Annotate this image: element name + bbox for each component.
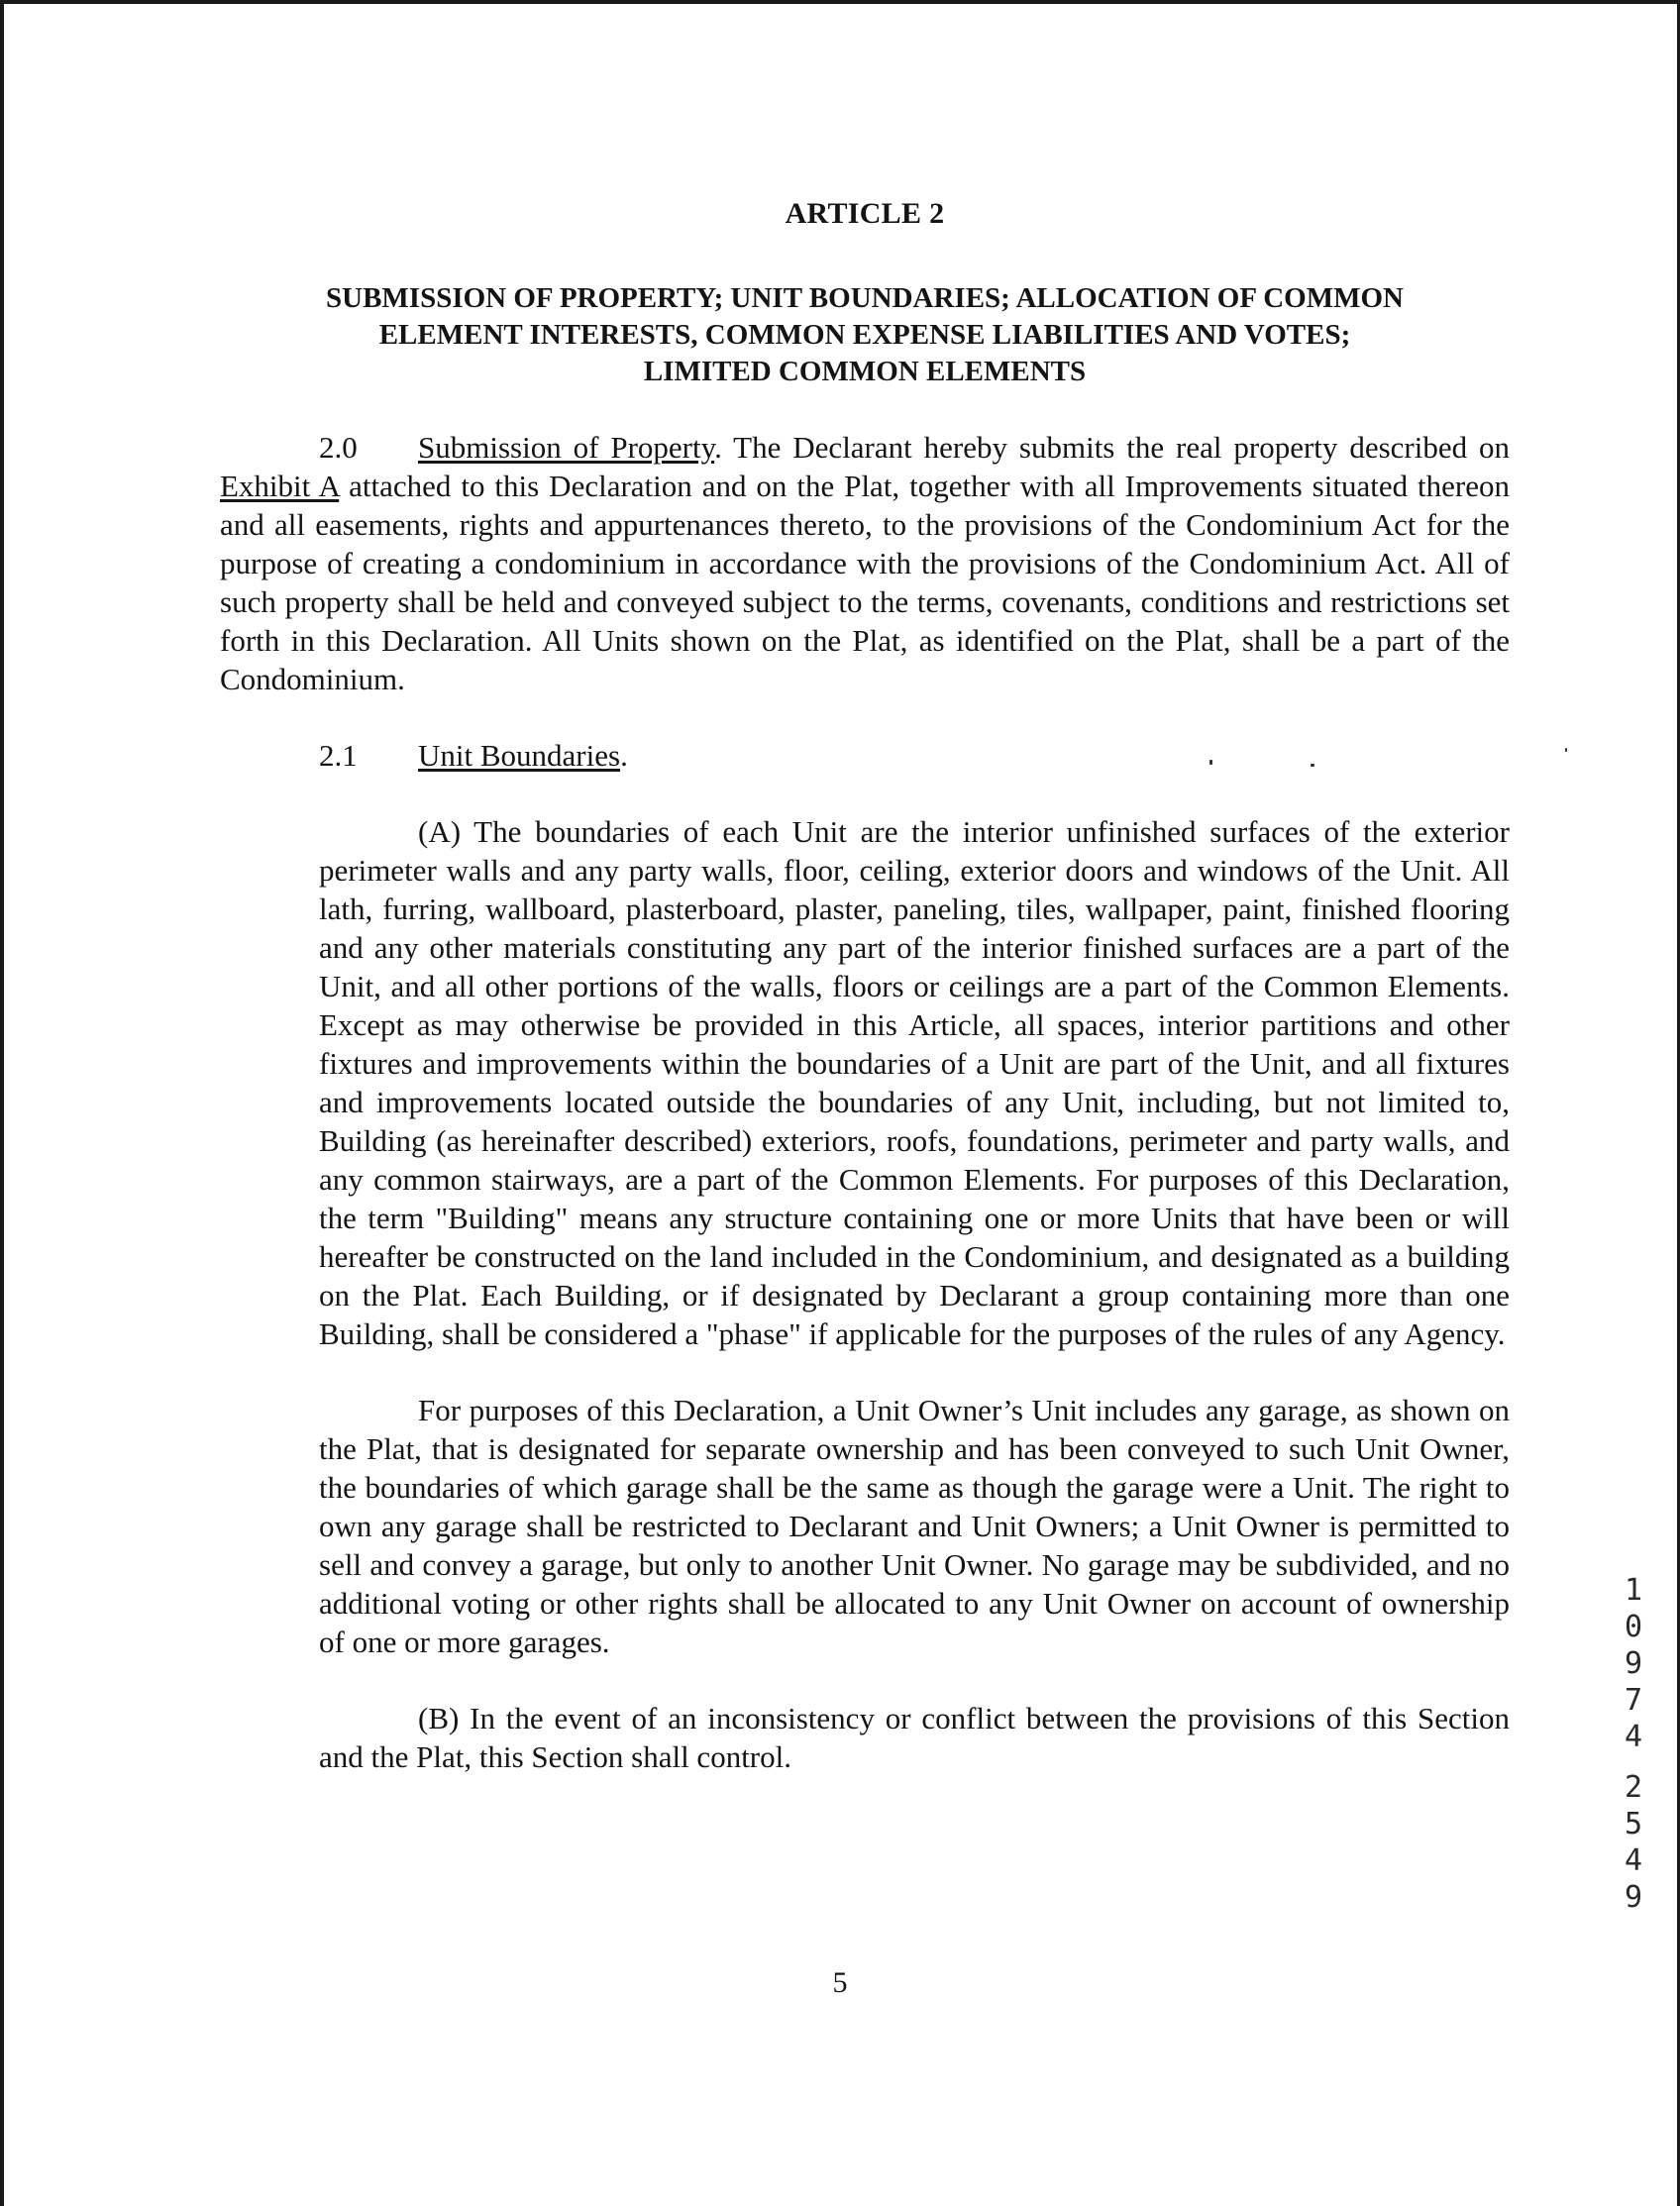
scan-speck bbox=[1565, 748, 1567, 752]
exhibit-a-reference: Exhibit A bbox=[220, 469, 340, 503]
section-2-0-text-a: . The Declarant hereby submits the real property described on bbox=[714, 430, 1511, 465]
section-2-1-para-a: (A) The boundaries of each Unit are the interior unfinished surfaces of the exterior perimeter walls and any party walls, floor, ceiling, exterior doors and windows of the Unit. All lath, furring, wallboard, plasterboard, plaster, paneling, tiles, wallpaper, paint, finished flooring and any other materials constituting any part of the interior finished surfaces are a part of the Unit, and all other portions of the walls, floors or ceilings are a part of the Common Elements. Except as may otherwise be provided in this Article, all spaces, interior partitions and other fixtures and improvements within the boundaries of a Unit are part of the Unit, and all fixtures and improvements located outside the boundaries of any Unit, including, but not limited to, Building (as hereinafter described) exteriors, roofs, foundations, perimeter and party walls, and any common stairways, are a part of the Common Elements. For purposes of this Declaration, the term "Building" means any structure containing one or more Units that have been or will hereafter be constructed on the land included in the Condominium, and designated as a building on the Plat. Each Building, or if designated by Declarant a group containing more than one Building, shall be considered a "phase" if applicable for the purposes of the rules of any Agency. bbox=[319, 814, 1510, 1351]
stamp-digit: 4 bbox=[1624, 1843, 1643, 1878]
article-title: ARTICLE 2 bbox=[785, 197, 945, 230]
section-2-0-text-b: attached to this Declaration and on the Plat, together with all Improvements situated thereon and all easements, rights and appurtenances thereto, to the provisions of the Condominium Act for the purpose of creating a condominium in accordance with the provisions of the Condominium Act. All of such property shall be held and conveyed subject to the terms, covenants, conditions and restrictions set forth in this Declaration. All Units shown on the Plat, as identified on the Plat, shall be a part of the Condominium. bbox=[220, 469, 1510, 696]
stamp-digit: 5 bbox=[1624, 1807, 1643, 1841]
section-2-1-heading: Unit Boundaries bbox=[418, 738, 621, 773]
article-subtitle-line: ELEMENT INTERESTS, COMMON EXPENSE LIABILITIES AND VOTES; bbox=[378, 319, 1351, 351]
stamp-digit: 0 bbox=[1624, 1610, 1643, 1644]
article-subtitle-line: SUBMISSION OF PROPERTY; UNIT BOUNDARIES; ALLOCATION OF COMMON bbox=[326, 282, 1404, 314]
scan-border-left bbox=[0, 0, 4, 2206]
document-page bbox=[220, 188, 1510, 1814]
stamp-digit: 2 bbox=[1624, 1770, 1643, 1805]
article-subtitle bbox=[220, 280, 1510, 390]
section-2-1-para-b: (B) In the event of an inconsistency or conflict between the provisions of this Section and the Plat, this Section shall control. bbox=[319, 1701, 1510, 1774]
stamp-digit: 1 bbox=[1624, 1573, 1643, 1608]
stamp-digit: 9 bbox=[1624, 1646, 1643, 1681]
section-2-1-para-garage: For purposes of this Declaration, a Unit Owner’s Unit includes any garage, as shown on the Plat, that is designated for separate ownership and has been conveyed to such Unit Owner, the boundaries of which garage shall be the same as though the garage were a Unit. The right to own any garage shall be restricted to Declarant and Unit Owners; a Unit Owner is permitted to sell and convey a garage, but only to another Unit Owner. No garage may be subdivided, and no additional voting or other rights shall be allocated to any Unit Owner on account of ownership of one or more garages. bbox=[319, 1393, 1510, 1659]
scan-speck bbox=[1209, 760, 1212, 765]
section-2-1-heading-suffix: . bbox=[620, 738, 628, 773]
stamp-digit: 4 bbox=[1624, 1720, 1643, 1754]
scan-speck bbox=[1311, 764, 1314, 767]
article-subtitle-line: LIMITED COMMON ELEMENTS bbox=[643, 356, 1087, 387]
stamp-digit: 7 bbox=[1624, 1683, 1643, 1718]
margin-stamp-lower bbox=[1616, 1769, 1651, 1916]
section-2-0-number: 2.0 bbox=[319, 430, 358, 465]
section-2-1-heading-line bbox=[220, 736, 1510, 775]
section-2-1-body bbox=[319, 812, 1510, 1776]
section-2-1-number: 2.1 bbox=[319, 738, 358, 773]
section-2-0-heading: Submission of Property bbox=[418, 430, 715, 465]
page-number: 5 bbox=[832, 1966, 848, 1999]
margin-stamp-upper bbox=[1616, 1572, 1651, 1755]
stamp-digit: 9 bbox=[1624, 1880, 1643, 1915]
section-2-0-paragraph bbox=[220, 428, 1510, 698]
scan-border-top bbox=[0, 0, 1680, 4]
